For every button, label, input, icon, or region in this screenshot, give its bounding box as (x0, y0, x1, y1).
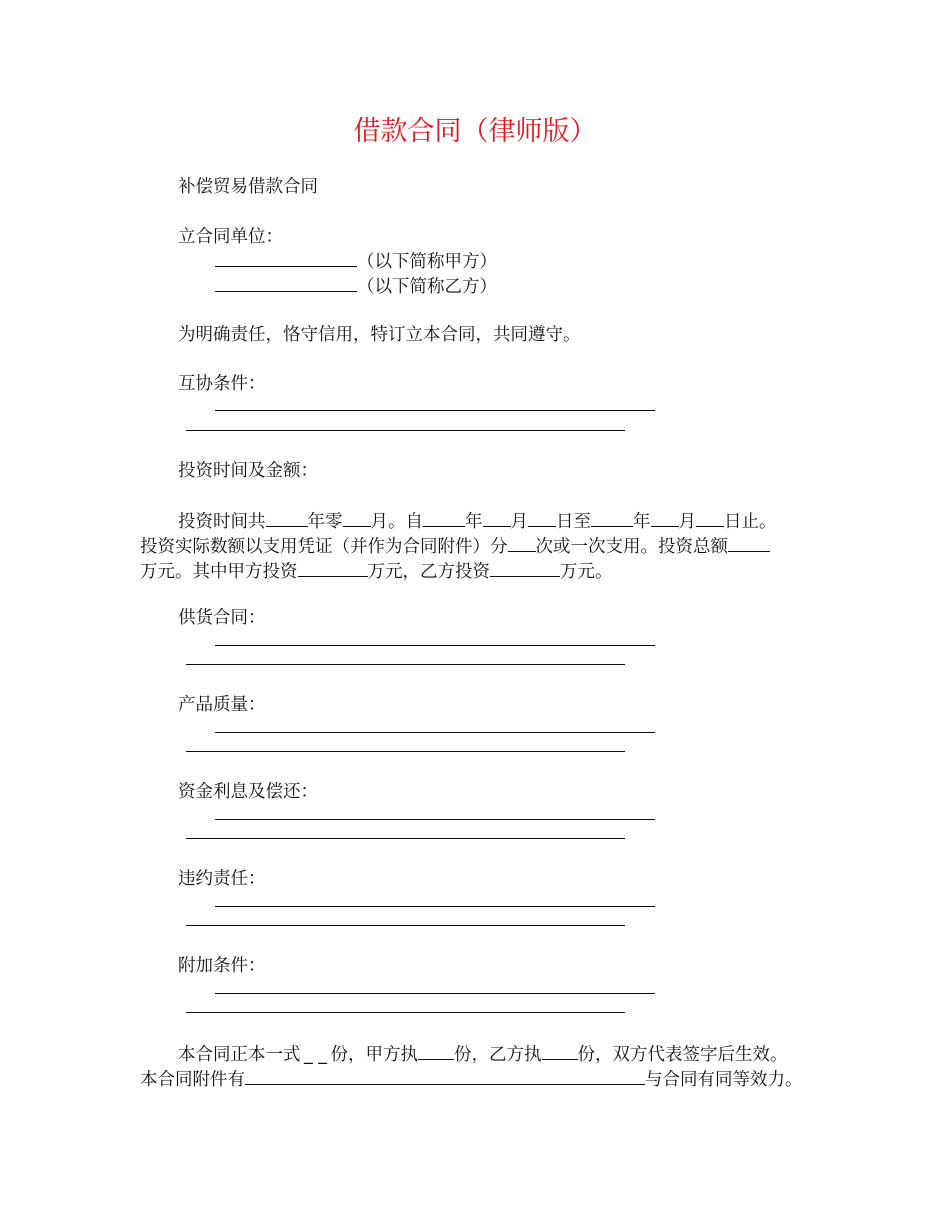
total-investment-blank (728, 533, 770, 552)
section-supply-contract: 供货合同： (178, 608, 266, 628)
start-month-blank (483, 508, 511, 527)
attachments-blank (245, 1066, 645, 1085)
closing-line-1 (178, 1041, 788, 1067)
invest-text: 万元。其中甲方投资 (140, 562, 298, 582)
section-investment: 投资时间及金额： (178, 461, 318, 481)
mutual-fill-line-1 (215, 410, 655, 411)
investment-line-2 (140, 533, 770, 559)
closing-line-2 (140, 1066, 803, 1092)
invest-text: 日至 (556, 512, 591, 532)
preamble: 为明确责任，恪守信用，特订立本合同，共同遵守。 (178, 325, 581, 345)
invest-text: 日止。 (724, 512, 777, 532)
invest-text: 月 (678, 512, 696, 532)
party-b-copies-blank (542, 1041, 578, 1060)
end-month-blank (651, 508, 679, 527)
party-a-copies-blank (418, 1041, 454, 1060)
party-a-investment-blank (298, 558, 368, 577)
party-b-blank (215, 273, 357, 292)
quality-fill-line-1 (215, 732, 655, 733)
closing-text: 本合同附件有 (140, 1070, 245, 1090)
party-b-line (215, 273, 497, 299)
closing-text: 份，乙方执 (454, 1045, 542, 1065)
end-year-blank (591, 508, 633, 527)
years-blank (266, 508, 308, 527)
party-b-investment-blank (490, 558, 560, 577)
end-day-blank (696, 508, 724, 527)
section-interest-repayment: 资金利息及偿还： (178, 782, 318, 802)
investment-line-1 (178, 508, 777, 534)
invest-text: 月。自 (370, 512, 423, 532)
closing-text: 本合同正本一式 (178, 1045, 301, 1065)
additional-fill-line-1 (215, 993, 655, 994)
section-breach-liability: 违约责任： (178, 869, 266, 889)
mutual-fill-line-2 (186, 430, 625, 431)
invest-text: 投资实际数额以支用凭证（并作为合同附件）分 (140, 537, 508, 557)
contract-subtitle: 补偿贸易借款合同 (178, 177, 318, 197)
breach-fill-line-1 (215, 906, 655, 907)
start-day-blank (528, 508, 556, 527)
copies-blank: _ _ (303, 1045, 328, 1065)
invest-text: 月 (510, 512, 528, 532)
invest-text: 万元。 (560, 562, 613, 582)
supply-fill-line-1 (215, 645, 655, 646)
invest-text: 年零 (307, 512, 343, 532)
invest-text: 万元，乙方投资 (367, 562, 490, 582)
additional-fill-line-2 (186, 1012, 625, 1013)
section-product-quality: 产品质量： (178, 695, 266, 715)
interest-fill-line-2 (186, 838, 625, 839)
closing-text: 份，甲方执 (330, 1045, 418, 1065)
party-b-note: （以下简称乙方） (357, 277, 497, 297)
closing-text: 与合同有同等效力。 (645, 1070, 803, 1090)
party-a-blank (215, 248, 357, 267)
invest-text: 年 (633, 512, 651, 532)
parties-label: 立合同单位： (178, 227, 283, 247)
section-mutual-conditions: 互协条件： (178, 374, 266, 394)
closing-text: 份，双方代表签字后生效。 (577, 1045, 788, 1065)
party-a-line (215, 248, 497, 274)
quality-fill-line-2 (186, 751, 625, 752)
interest-fill-line-1 (215, 819, 655, 820)
supply-fill-line-2 (186, 664, 625, 665)
invest-text: 年 (465, 512, 483, 532)
invest-text: 次或一次支用。投资总额 (535, 537, 728, 557)
party-a-note: （以下简称甲方） (357, 252, 497, 272)
months-blank (343, 508, 371, 527)
installments-blank (508, 533, 536, 552)
section-additional-conditions: 附加条件： (178, 956, 266, 976)
start-year-blank (423, 508, 465, 527)
document-title: 借款合同（律师版） (353, 116, 597, 147)
breach-fill-line-2 (186, 925, 625, 926)
invest-text: 投资时间共 (178, 512, 266, 532)
investment-line-3 (140, 558, 613, 584)
